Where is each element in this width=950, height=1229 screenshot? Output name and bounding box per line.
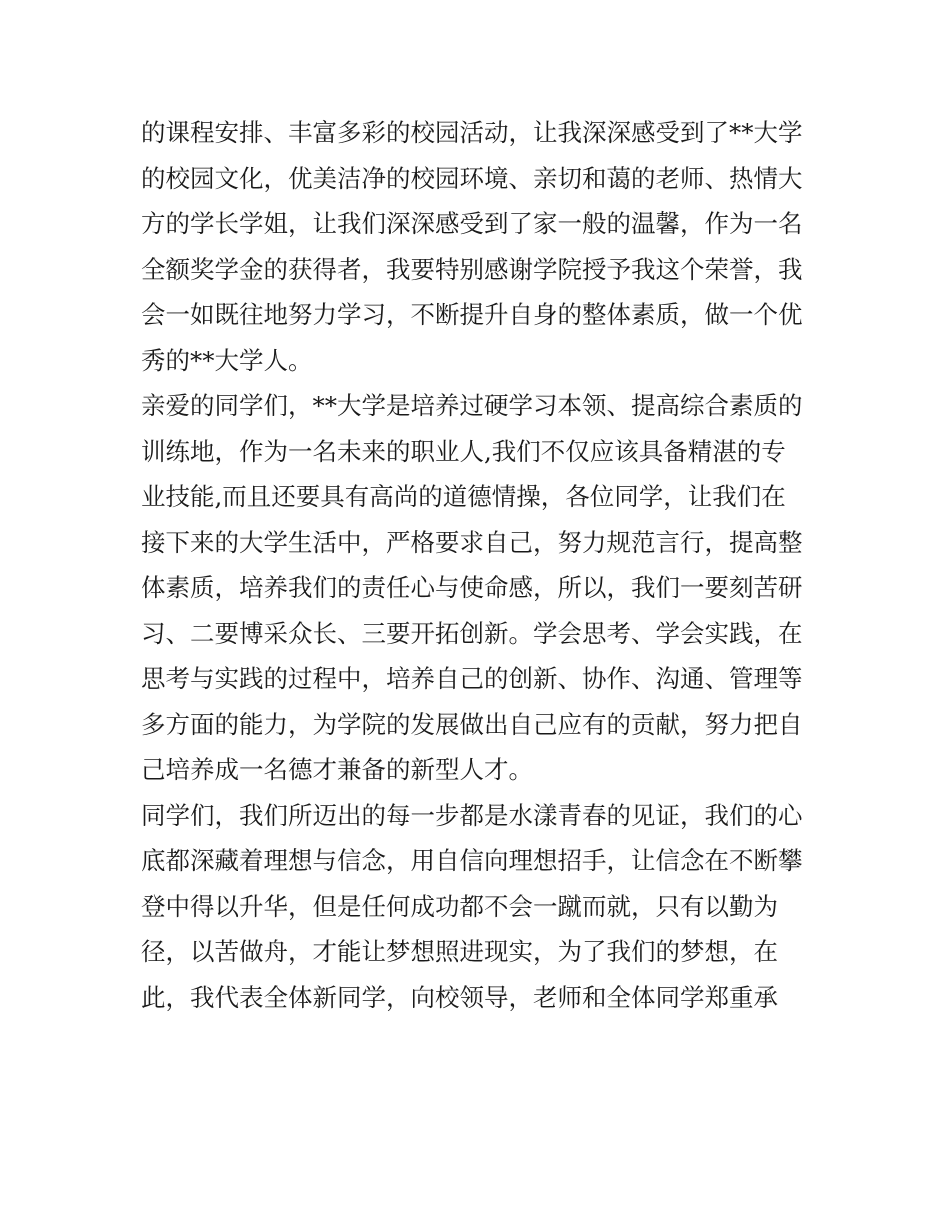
text-line: 训练地，作为一名未来的职业人,我们不仅应该具备精湛的专 [141, 436, 786, 466]
text-line: 同学们，我们所迈出的每一步都是水漾青春的见证，我们的心 [141, 800, 803, 830]
text-line: 会一如既往地努力学习，不断提升自身的整体素质，做一个优 [141, 300, 803, 329]
text-line: 思考与实践的过程中，培养自己的创新、协作、沟通、管理等 [141, 664, 803, 693]
text-line: 底都深藏着理想与信念，用自信向理想招手，让信念在不断攀 [141, 846, 803, 875]
text-line: 业技能,而且还要具有高尚的道德情操，各位同学，让我们在 [141, 482, 786, 511]
text-line: 多方面的能力，为学院的发展做出自己应有的贡献，努力把自 [141, 709, 803, 739]
text-line: 己培养成一名德才兼备的新型人才。 [141, 755, 533, 784]
text-line: 秀的**大学人。 [141, 345, 313, 375]
text-line: 全额奖学金的获得者，我要特别感谢学院授予我这个荣誉，我 [141, 254, 803, 284]
text-line: 径，以苦做舟，才能让梦想照进现实，为了我们的梦想，在 [141, 937, 778, 966]
document-body [141, 110, 813, 1020]
text-line: 习、二要博采众长、三要开拓创新。学会思考、学会实践，在 [141, 618, 803, 648]
text-line: 此，我代表全体新同学，向校领导，老师和全体同学郑重承 [141, 982, 778, 1012]
text-line: 接下来的大学生活中，严格要求自己，努力规范言行，提高整 [141, 527, 803, 557]
text-line: 体素质，培养我们的责任心与使命感，所以，我们一要刻苦研 [141, 573, 803, 602]
text-line: 亲爱的同学们，**大学是培养过硬学习本领、提高综合素质的 [141, 391, 803, 420]
text-line: 登中得以升华，但是任何成功都不会一蹴而就，只有以勤为 [141, 891, 778, 921]
text-line: 的课程安排、丰富多彩的校园活动，让我深深感受到了**大学 [141, 118, 803, 147]
text-line: 方的学长学姐，让我们深深感受到了家一般的温馨，作为一名 [141, 209, 803, 238]
text-line: 的校园文化，优美洁净的校园环境、亲切和蔼的老师、热情大 [141, 163, 803, 193]
